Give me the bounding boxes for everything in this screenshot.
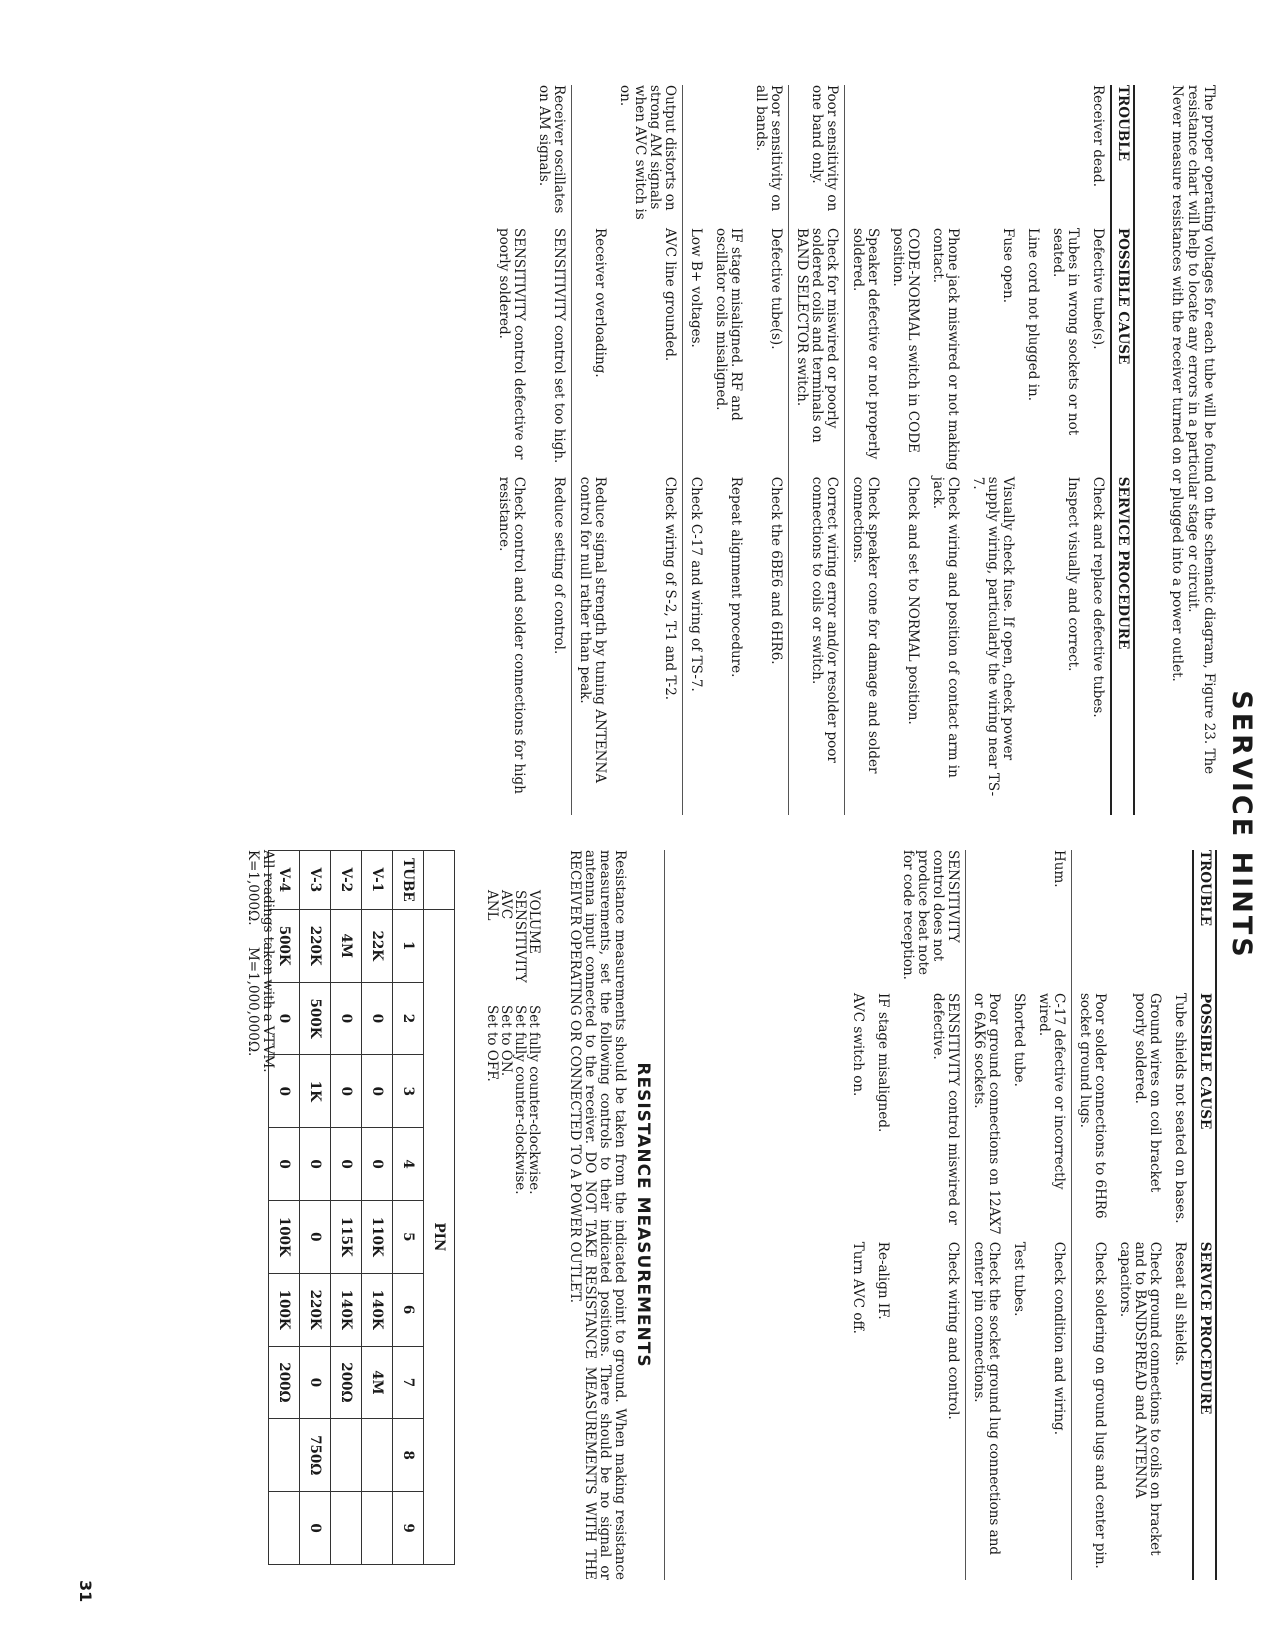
procedure-cell: Reduce signal strength by tuning ANTENNA control for null rather than peak. — [577, 476, 608, 784]
chart-value: 0 — [331, 1128, 362, 1201]
procedure-cell: Check wiring and position of contact arm in jack. — [930, 476, 961, 778]
setting-row — [499, 850, 513, 1350]
trouble-table-header — [1111, 85, 1134, 815]
procedure-cell: Correct wiring error and/or resolder poor connections to coils or switch. — [789, 477, 845, 815]
control-settings — [485, 850, 541, 1350]
chart-value: 22K — [362, 909, 393, 982]
chart-value — [331, 1419, 362, 1492]
cause-cell: AVC switch on. — [850, 992, 866, 1097]
chart-value: 200Ω — [331, 1346, 362, 1419]
table-row — [845, 850, 870, 1580]
chart-blank-cell — [424, 851, 455, 910]
table-row — [708, 85, 748, 815]
chart-pin-number: 8 — [393, 1419, 424, 1492]
chart-tube-name: V-4 — [269, 851, 300, 910]
trouble-cell: SENSITIVITY control does not produce beat note for code reception. — [895, 850, 966, 993]
trouble-cell: Poor sensitivity on one band only. — [789, 85, 845, 228]
cause-cell: Low B+ voltages. — [688, 227, 704, 348]
setting-row — [485, 850, 499, 1350]
resistance-chart — [268, 850, 455, 1565]
chart-row — [331, 851, 362, 1565]
chart-pin-number: 5 — [393, 1200, 424, 1273]
setting-row — [513, 850, 527, 1350]
cause-cell: Phone jack miswired or not making contact. — [930, 227, 961, 471]
trouble-cell — [845, 85, 886, 228]
chart-value: 0 — [331, 1055, 362, 1128]
procedure-cell: Check soldering on ground lugs and center pin. — [1092, 1241, 1108, 1569]
chart-value: 0 — [269, 1128, 300, 1201]
procedure-cell: Inspect visually and correct. — [1065, 476, 1081, 672]
cause-cell: SENSITIVITY control defective or poorly soldered. — [496, 227, 527, 460]
cause-cell: Shorted tube. — [1011, 992, 1027, 1087]
procedure-cell: Check the 6BE6 and 6HR6. — [748, 477, 789, 815]
trouble-cell — [1167, 850, 1193, 993]
chart-tube-name: V-2 — [331, 851, 362, 910]
chart-value: 110K — [362, 1200, 393, 1273]
table-row — [531, 85, 572, 815]
table-row — [1045, 85, 1085, 815]
header-cause: POSSIBLE CAUSE — [1111, 228, 1134, 477]
page-number: 31 — [76, 1580, 95, 1603]
setting-value: Set fully counter-clockwise. — [512, 1005, 528, 1195]
chart-value: 0 — [362, 1055, 393, 1128]
procedure-cell: Check and replace defective tubes. — [1090, 476, 1106, 718]
table-row — [1085, 85, 1111, 815]
procedure-cell: Test tubes. — [1011, 1241, 1027, 1317]
trouble-cell — [966, 850, 1007, 993]
cause-cell: Check for miswired or poorly soldered coils and terminals on BAND SELECTOR switch. — [789, 228, 845, 477]
cause-cell: AVC line grounded. — [612, 228, 683, 477]
trouble-cell — [1112, 850, 1167, 993]
procedure-cell: Check speaker cone for damage and solder connections. — [850, 476, 881, 774]
page-title: SERVICE HINTS — [1226, 690, 1257, 960]
chart-pin-number: 2 — [393, 982, 424, 1055]
trouble-cell — [870, 850, 895, 993]
header-trouble: TROUBLE — [1193, 850, 1216, 993]
table-row — [683, 85, 709, 815]
chart-tube-name: V-1 — [362, 851, 393, 910]
chart-value: 220K — [300, 1273, 331, 1346]
trouble-cell: Receiver dead. — [1090, 85, 1106, 187]
table-row — [966, 850, 1007, 1580]
cause-cell: Poor solder connections to 6HR6 socket ground lugs. — [1077, 992, 1108, 1219]
intro-text — [1169, 85, 1217, 815]
procedure-cell: Repeat alignment procedure. — [728, 476, 744, 678]
chart-value: 220K — [300, 909, 331, 982]
chart-value: 0 — [362, 1128, 393, 1201]
setting-row — [527, 850, 541, 1350]
trouble-cell — [708, 85, 748, 228]
trouble-cell — [683, 85, 709, 228]
procedure-cell: Re-align IF. — [875, 1241, 891, 1320]
chart-tube-name: V-3 — [300, 851, 331, 910]
chart-tube-label: TUBE — [393, 851, 424, 910]
chart-value: 0 — [269, 982, 300, 1055]
resistance-text: Resistance measurements should be taken from the indicated point to ground. When making resistance measurements, set the following controls to their indicated positions. There should be no signal or antenna input connected to the receiver. DO NOT TAKE RESISTANCE MEASUREMENTS WITH THE RECEIVER OPERATING OR CONNECTED TO A POWER OUTLET. — [567, 850, 628, 1580]
chart-value — [331, 1492, 362, 1565]
setting-value: Set fully counter-clockwise. — [526, 1005, 542, 1195]
chart-pin-label: PIN — [424, 909, 455, 1564]
trouble-cell — [491, 85, 531, 228]
chart-value — [269, 1492, 300, 1565]
trouble-cell — [1045, 85, 1085, 228]
table-row — [1006, 850, 1031, 1580]
header-procedure: SERVICE PROCEDURE — [1193, 1242, 1216, 1580]
chart-value: 200Ω — [269, 1346, 300, 1419]
procedure-cell: Turn AVC off. — [850, 1241, 866, 1334]
cause-cell: Tube shields not seated on bases. — [1172, 992, 1188, 1224]
trouble-cell — [925, 85, 965, 228]
chart-value: 0 — [300, 1492, 331, 1565]
procedure-cell: Check condition and wiring. — [1031, 1242, 1072, 1580]
trouble-table-body — [845, 850, 1193, 1580]
setting-control: AVC — [498, 890, 514, 920]
table-row — [491, 85, 531, 815]
cause-cell: Tubes in wrong sockets or not seated. — [1050, 227, 1081, 436]
cause-cell: CODE-NORMAL switch in CODE position. — [890, 227, 921, 453]
table-row — [1031, 850, 1072, 1580]
cause-cell: IF stage misaligned. RF and oscillator coils misaligned. — [713, 227, 744, 421]
trouble-cell: Receiver oscillates on AM signals. — [531, 85, 572, 228]
chart-value: 0 — [331, 982, 362, 1055]
chart-pin-number: 9 — [393, 1492, 424, 1565]
procedure-cell: Check ground connections to coils on bracket and to BANDSPREAD and ANTENNA capacitors. — [1117, 1241, 1163, 1556]
chart-value: 1K — [300, 1055, 331, 1128]
chart-pin-number: 4 — [393, 1128, 424, 1201]
header-procedure: SERVICE PROCEDURE — [1111, 477, 1134, 815]
table-row — [965, 85, 1020, 815]
setting-value: Set to ON. — [498, 1005, 514, 1077]
trouble-table-header — [1193, 850, 1216, 1580]
procedure-cell: Check the socket ground lug connections and center pin connections. — [971, 1241, 1002, 1556]
header-cause: POSSIBLE CAUSE — [1193, 993, 1216, 1242]
chart-row — [300, 851, 331, 1565]
setting-control: VOLUME — [526, 890, 542, 954]
chart-value: 140K — [362, 1273, 393, 1346]
chart-value: 0 — [269, 1055, 300, 1128]
chart-value: 750Ω — [300, 1419, 331, 1492]
cause-cell: IF stage misaligned. — [875, 992, 891, 1133]
procedure-cell: Check and set to NORMAL position. — [905, 476, 921, 725]
chart-pin-number: 6 — [393, 1273, 424, 1346]
setting-value: Set to OFF. — [484, 1005, 500, 1082]
table-row — [789, 85, 845, 815]
table-row — [748, 85, 789, 815]
chart-value: 0 — [300, 1128, 331, 1201]
chart-pin-number: 3 — [393, 1055, 424, 1128]
chart-value: 4M — [362, 1346, 393, 1419]
cause-cell: Poor ground connections on 12AX7 or 6AK6 sockets. — [971, 992, 1002, 1235]
chart-value: 0 — [362, 982, 393, 1055]
procedure-cell — [1020, 477, 1045, 815]
table-row — [1167, 850, 1193, 1580]
trouble-cell — [1072, 850, 1113, 993]
trouble-table-right — [845, 850, 1217, 1580]
cause-cell: Ground wires on coil bracket poorly soldered. — [1132, 992, 1163, 1193]
cause-cell: Receiver overloading. — [592, 227, 608, 378]
trouble-cell — [965, 85, 1020, 228]
table-row — [885, 85, 925, 815]
section-divider — [664, 850, 665, 1580]
chart-value: 140K — [331, 1273, 362, 1346]
table-row — [1072, 850, 1113, 1580]
table-row — [1020, 85, 1045, 815]
cause-cell: Fuse open. — [1000, 227, 1016, 303]
cause-cell: SENSITIVITY control miswired or defective. — [895, 993, 966, 1242]
chart-value: 115K — [331, 1200, 362, 1273]
note-vtvm: All readings taken with a VTVM. — [260, 850, 276, 1073]
procedure-cell: Check C-17 and wiring of TS-7. — [688, 476, 704, 692]
table-row — [612, 85, 683, 815]
chart-value — [362, 1419, 393, 1492]
cause-cell: Defective tube(s). — [1090, 227, 1106, 350]
table-row — [870, 850, 895, 1580]
table-row — [572, 85, 613, 815]
chart-value: 100K — [269, 1273, 300, 1346]
intro-paragraph-2: Never measure resistances with the receiver turned on or plugged into a power outlet. — [1169, 85, 1185, 682]
chart-notes — [245, 850, 275, 1450]
trouble-cell — [572, 85, 613, 228]
chart-value: 100K — [269, 1200, 300, 1273]
trouble-cell: Poor sensitivity on all bands. — [748, 85, 789, 228]
trouble-table-left — [491, 85, 1135, 815]
procedure-cell: Reduce setting of control. — [531, 477, 572, 815]
chart-value: 500K — [300, 982, 331, 1055]
table-row — [845, 85, 886, 815]
cause-cell: Defective tube(s). — [748, 228, 789, 477]
chart-value: 500K — [269, 909, 300, 982]
note-units: K=1,000Ω. M=1,000,000Ω. — [245, 850, 261, 1057]
procedure-cell: Reseat all shields. — [1172, 1241, 1188, 1366]
trouble-cell: Output distorts on strong AM signals when AVC switch is on. — [612, 85, 683, 228]
setting-control: SENSITIVITY — [512, 890, 528, 983]
chart-value: 4M — [331, 909, 362, 982]
chart-row — [362, 851, 393, 1565]
cause-cell: C-17 defective or incorrectly wired. — [1031, 993, 1072, 1242]
procedure-cell: Visually check fuse. If open, check power supply wiring, particularly the wiring near TS-7. — [970, 476, 1016, 797]
trouble-table-body — [491, 85, 1111, 815]
trouble-cell — [845, 850, 870, 993]
table-row — [895, 850, 966, 1580]
procedure-cell: Check wiring and control. — [895, 1242, 966, 1580]
chart-pin-number: 7 — [393, 1346, 424, 1419]
cause-cell: Line cord not plugged in. — [1025, 227, 1041, 402]
table-row — [1112, 850, 1167, 1580]
cause-cell: Speaker defective or not properly soldered. — [850, 227, 881, 460]
table-row — [925, 85, 965, 815]
cause-cell: SENSITIVITY control set too high. — [531, 228, 572, 477]
header-trouble: TROUBLE — [1111, 85, 1134, 228]
trouble-cell — [885, 85, 925, 228]
chart-value: 0 — [300, 1200, 331, 1273]
chart-pin-number: 1 — [393, 909, 424, 982]
chart-value — [362, 1492, 393, 1565]
trouble-cell — [1006, 850, 1031, 993]
chart-value: 0 — [300, 1346, 331, 1419]
resistance-title: RESISTANCE MEASUREMENTS — [633, 1062, 653, 1368]
setting-control: ANL — [484, 890, 500, 921]
trouble-cell: Hum. — [1031, 850, 1072, 993]
trouble-cell — [1020, 85, 1045, 228]
procedure-cell: Check wiring of S-2, T-1 and T-2. — [612, 477, 683, 815]
intro-paragraph-1: The proper operating voltages for each tube will be found on the schematic diagram, Figure 23. The resistance chart will help to locate any errors in a particular stage or circuit. — [1185, 85, 1217, 775]
procedure-cell: Check control and solder connections for high resistance. — [496, 476, 527, 794]
